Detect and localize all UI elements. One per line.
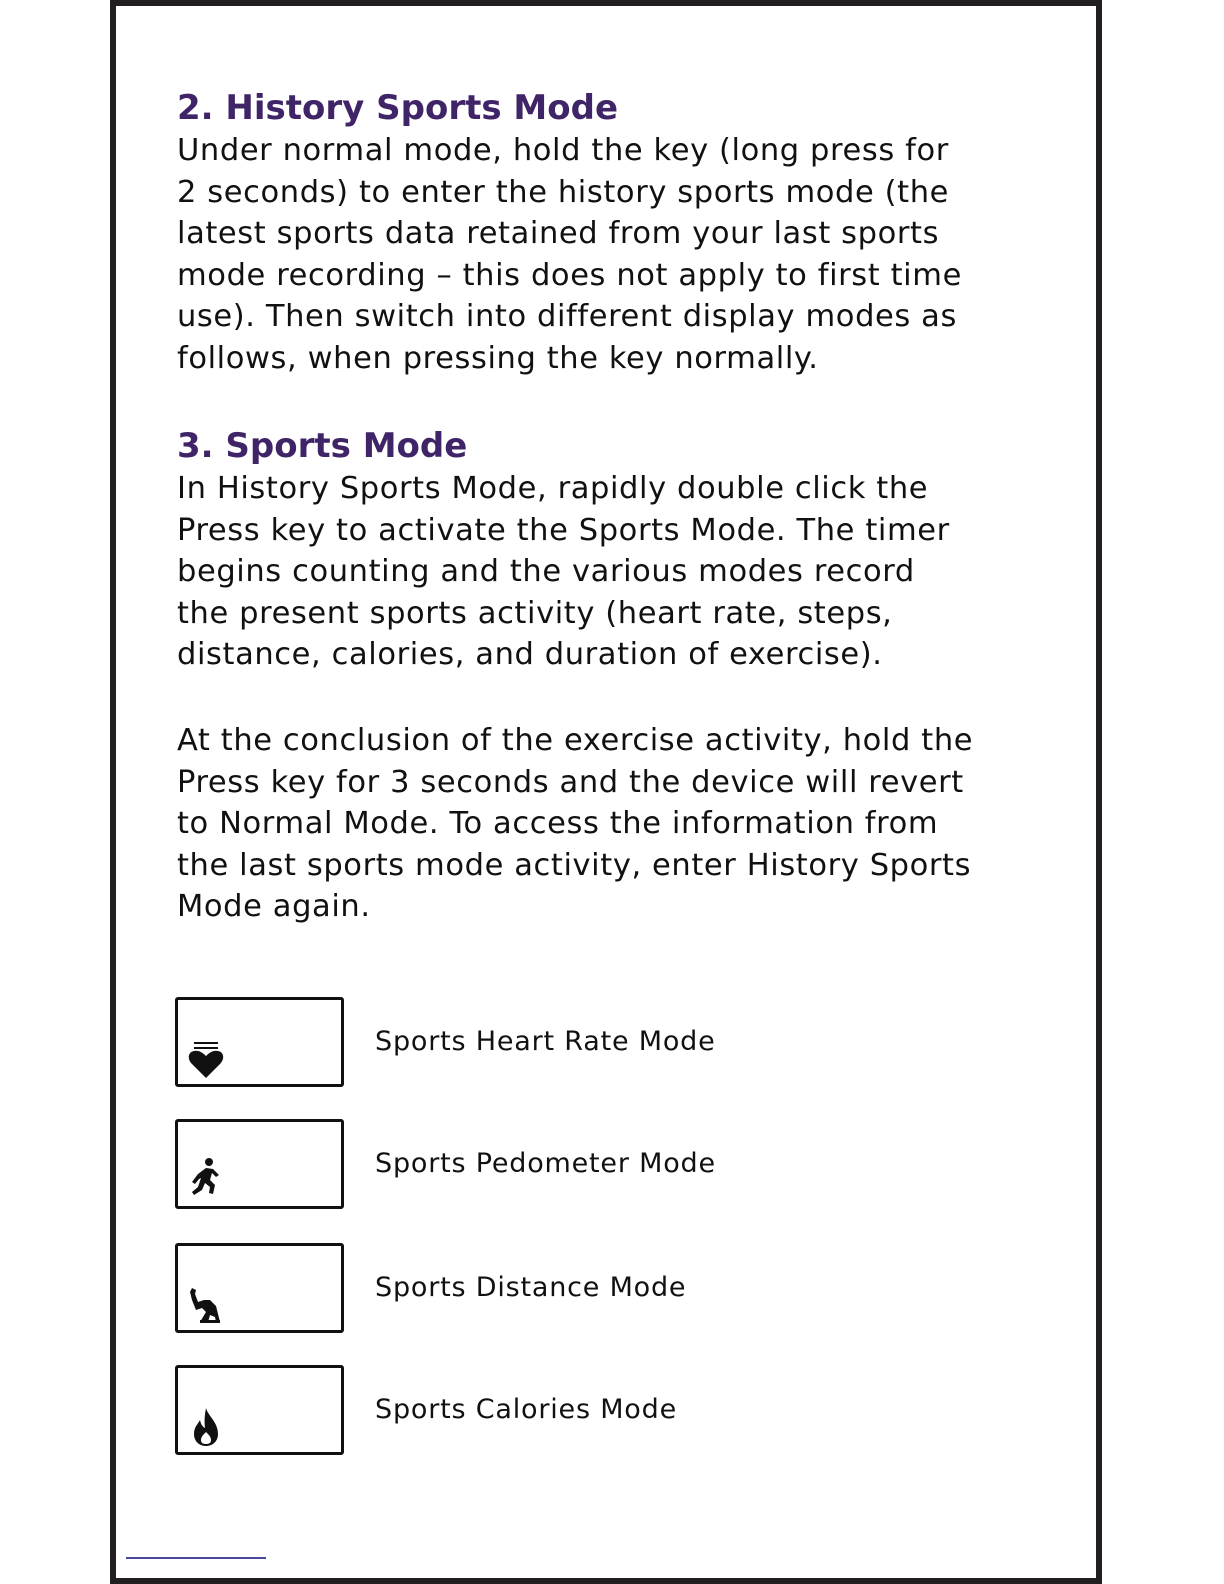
mode-label: Sports Pedometer Mode — [375, 1148, 716, 1179]
display-screen — [175, 1365, 344, 1455]
history-sports-mode-section — [177, 86, 962, 380]
display-screen — [175, 997, 344, 1087]
sports-mode-text: In History Sports Mode, rapidly double click the Press key to activate the Sports Mode. The timer begins counting and the various modes record the present sports activity (heart rate, steps, distance, calories, and duration of exercise). — [177, 471, 950, 673]
flame-icon — [186, 1402, 226, 1448]
mode-row-heart-rate — [175, 997, 875, 1087]
mode-row-distance — [175, 1243, 875, 1333]
footer-rule — [126, 1557, 266, 1559]
display-screen — [175, 1243, 344, 1333]
history-sports-mode-text: Under normal mode, hold the key (long press for 2 seconds) to enter the history sports mode (the latest sports data retained from your last sports mode recording – this does not apply to first time use). Then switch into different display modes as follows, when pressing the key normally. — [177, 133, 962, 376]
conclusion-text: At the conclusion of the exercise activity, hold the Press key for 3 seconds and the device will revert to Normal Mode. To access the information from the last sports mode activity, enter History Sports Mode again. — [177, 723, 974, 925]
distance-icon — [186, 1280, 226, 1326]
display-screen — [175, 1119, 344, 1209]
sports-mode-section — [177, 424, 950, 676]
sports-mode-heading: 3. Sports Mode — [177, 426, 468, 466]
mode-label: Sports Distance Mode — [375, 1272, 687, 1303]
mode-label: Sports Heart Rate Mode — [375, 1026, 716, 1057]
heart-icon — [186, 1034, 226, 1080]
mode-label: Sports Calories Mode — [375, 1394, 677, 1425]
runner-icon — [186, 1156, 226, 1202]
history-sports-mode-heading: 2. History Sports Mode — [177, 88, 619, 128]
mode-row-calories — [175, 1365, 875, 1455]
conclusion-section — [177, 720, 973, 928]
mode-row-pedometer — [175, 1119, 875, 1209]
